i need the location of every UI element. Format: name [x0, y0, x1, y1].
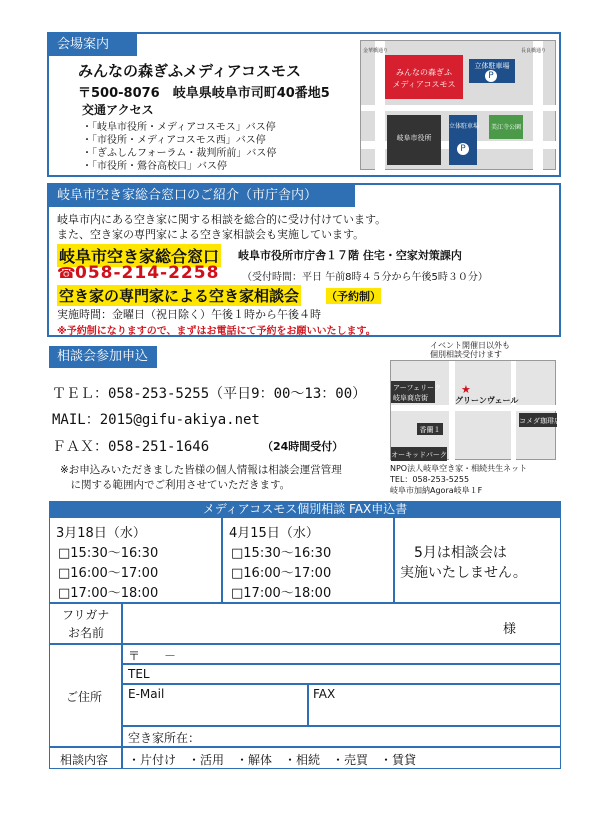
tel-field[interactable] [122, 664, 561, 684]
road-label-right: 長良橋通り [521, 48, 547, 54]
consult-title: 空き家の専門家による空き家相談会 [59, 287, 300, 305]
venue-address: 〒500-8076 岐阜県岐阜市司町40番地5 [78, 86, 330, 101]
consult-badge: （予約制） [326, 290, 381, 303]
phone-icon: ☎ [57, 264, 76, 282]
slot-checkbox[interactable]: □15:30～16:30 [231, 546, 332, 561]
apply-mail[interactable]: MAIL：2015@gifu-akiya.net [52, 412, 260, 428]
slot-checkbox[interactable]: □16:00～17:00 [231, 566, 332, 581]
slot-checkbox[interactable]: □17:00～18:00 [231, 586, 332, 601]
npo-addr: 岐阜市加納Agora岐阜１F [390, 486, 483, 495]
media-cosmos-building: みんなの森ぎふ メディアコスモス [385, 55, 463, 99]
window-notice: ※予約制になりますので、まずはお電話にて予約をお願いいたします。 [57, 326, 376, 337]
window-desc1: 岐阜市内にある空き家に関する相談を総合的に受け付けています。 [57, 213, 387, 226]
slot-checkbox[interactable]: □16:00～17:00 [58, 566, 159, 581]
may-note-1: 5月は相談会は [414, 545, 507, 561]
address-label: ご住所 [66, 690, 103, 704]
location-star-icon: ★ [461, 383, 471, 396]
vacant-address-label: 空き家所在： [128, 731, 201, 745]
apply-fax[interactable]: ＦＡＸ：058-251-1646 [52, 439, 210, 455]
parking-icon: P [457, 143, 469, 155]
parking-1: 立体駐車場 P [469, 59, 515, 83]
email-label: E-Mail [128, 687, 165, 701]
sama-label: 様 [503, 622, 517, 637]
privacy-line1: ※お申込みいただきました皆様の個人情報は相談会運営管理 [60, 464, 342, 476]
access-title: 交通アクセス [82, 103, 154, 117]
name-field[interactable] [122, 603, 561, 644]
green-label: グリーンヴェール [455, 396, 519, 405]
map-note-1: イベント開催日以外も [430, 341, 510, 350]
fax-form-label: FAX [313, 687, 336, 701]
postal-field[interactable] [122, 644, 561, 664]
tel-label: TEL [128, 667, 150, 681]
access-item: ・「ぎふしんフォーラム・裁判所前」バス停 [82, 148, 277, 159]
access-item: ・「市役所・鶯谷高校口」バス停 [82, 161, 227, 172]
furigana-label: フリガナ [62, 608, 110, 622]
access-item: ・「市役所・メディアコスモス西」バス停 [82, 135, 266, 146]
apply-fax-note: （24時間受付） [262, 440, 344, 453]
access-item: ・「岐阜市役所・メディアコスモス」バス停 [82, 122, 276, 133]
parking-2: 立体駐車場 P [449, 115, 477, 165]
phone-hours: （受付時間：平日 午前8時４５分から午後5時３０分） [242, 272, 488, 283]
office-map: アーフェリーク 岐阜商店街 ★ グリーンヴェール コメダ珈琲店 香蘭１ オーキッドパーク [390, 360, 556, 460]
window-desc2: また、空き家の専門家による空き家相談会も実施しています。 [57, 228, 365, 241]
apply-tel[interactable]: ＴＥＬ：058-253-5255（平日9：00～13：00） [52, 386, 367, 402]
map-note-2: 個別相談受付けます [430, 350, 502, 359]
privacy-line2: に関する範囲内でご利用させていただきます。 [60, 479, 291, 491]
window-phone[interactable]: 058-214-2258 [75, 263, 220, 283]
slot-checkbox[interactable]: □15:30～16:30 [58, 546, 159, 561]
office-name: 岐阜市空き家総合窓口 [57, 244, 221, 267]
apply-header: 相談会参加申込 [49, 346, 157, 368]
venue-header: 会場案内 [49, 34, 137, 56]
date-april: 4月15日（水） [229, 526, 319, 541]
fax-field[interactable] [308, 684, 561, 726]
name-label: お名前 [68, 626, 105, 640]
content-label: 相談内容 [60, 753, 109, 767]
city-hall-building: 岐阜市役所 [387, 115, 441, 165]
postal-label: 〒 － [128, 649, 177, 663]
date-march: 3月18日（水） [56, 526, 146, 541]
road-label-left: 金華橋通り [363, 48, 389, 54]
consult-time: 実施時間：金曜日（祝日除く）午後１時から午後４時 [57, 308, 321, 321]
content-options-text: ・片付け ・活用 ・解体 ・相続 ・売買 ・賃貸 [128, 753, 417, 767]
may-note-2: 実施いたしません。 [400, 565, 527, 581]
npo-name: NPO法人岐阜空き家・相続共生ネット [390, 464, 528, 473]
parking-icon: P [485, 70, 497, 82]
npo-tel: TEL：058-253-5255 [390, 475, 470, 484]
window-header: 岐阜市空き家総合窓口のご紹介（市庁舎内） [49, 185, 355, 207]
office-location: 岐阜市役所市庁舎１７階 住宅・空家対策課内 [238, 249, 462, 262]
form-title: メディアコスモス個別相談 FAX申込書 [49, 501, 561, 518]
slot-checkbox[interactable]: □17:00～18:00 [58, 586, 159, 601]
venue-map [360, 40, 556, 170]
venue-name: みんなの森ぎふメディアコスモス [78, 62, 302, 80]
temple-park: 美江寺公園 [489, 115, 523, 139]
